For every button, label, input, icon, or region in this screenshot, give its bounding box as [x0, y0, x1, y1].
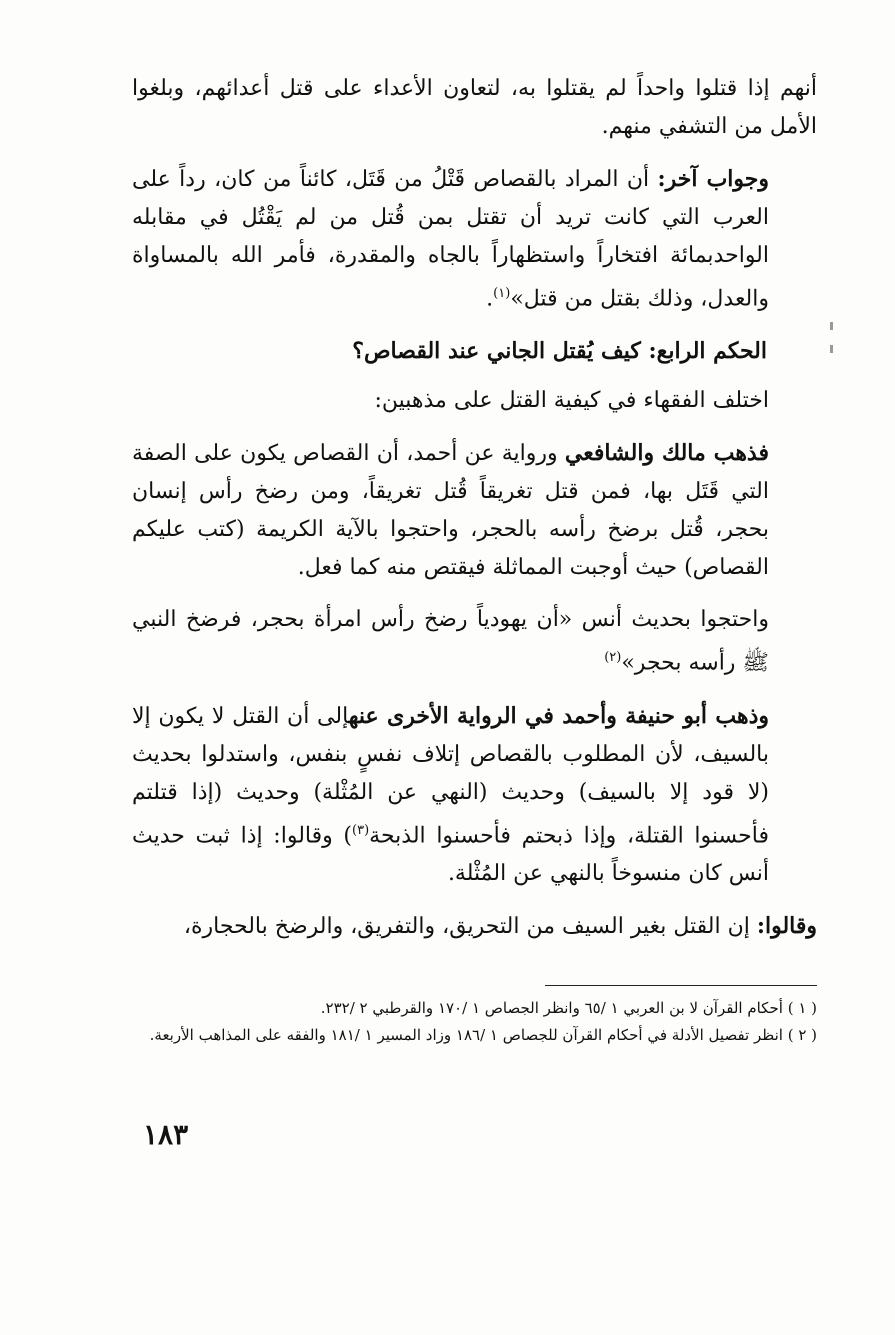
- paragraph-lead: وجواب آخر:: [657, 166, 770, 192]
- paragraph-lead: وقالوا:: [756, 912, 817, 939]
- footnote-ref: (٣): [352, 822, 370, 838]
- footnote-text: انظر تفصيل الأدلة في أحكام القرآن للجصاص ١ /١٨٦ وزاد المسير ١ /١٨١ والفقه على المذاهب الأربعة.: [149, 1026, 788, 1044]
- paragraph-tail: .: [486, 286, 494, 312]
- footnote-text: أحكام القرآن لا بن العربي ١ /٦٥ وانظر الجصاص ١ /١٧٠ والقرطبي ٢ /٢٣٢.: [320, 999, 788, 1017]
- main-text: [132, 70, 817, 960]
- paragraph-qalu: [132, 907, 817, 946]
- paragraph-tail: ) وقالوا: إذا ثبت حديث أنس كان منسوخاً بالنهي عن المُثْلة.: [132, 822, 769, 886]
- footnote-ref: (١): [493, 286, 511, 301]
- footnote-ref: (٢): [604, 650, 622, 666]
- paragraph-text: أن المراد بالقصاص قَتْلُ من قَتَل، كائناً من كان، رداً على العرب التي كانت تريد أن تقتل بمن قُتل من لم يَقْتُل في مقابله الواحدبمائة افتخاراً واستظهاراً بالجاه والمقدرة، فأمر الله بالمساواة والعدل، وذلك بقتل من قتل»: [132, 167, 769, 312]
- paragraph-alternative-answer: [132, 160, 817, 318]
- paragraph-lead: فذهب مالك والشافعي: [564, 440, 769, 467]
- intro-line: اختلف الفقهاء في كيفية القتل على مذهبين:: [374, 388, 769, 414]
- footnote-divider: [545, 985, 817, 986]
- paragraph-madhhab-2: [132, 697, 817, 893]
- paragraph-text: إن القتل بغير السيف من التحريق، والتفريق، والرضخ بالحجارة،: [183, 913, 757, 939]
- section-heading: الحكم الرابع: كيف يُقتل الجاني عند القصاص؟: [352, 338, 767, 365]
- footnote-number: ( ٢ ): [787, 1026, 817, 1044]
- page-number: ١٨٣: [143, 1118, 189, 1151]
- paragraph-lead: وذهب أبو حنيفة وأحمد في الرواية الأخرى عنه: [348, 702, 769, 729]
- paragraph-text: إلى أن القتل لا يكون إلا بالسيف، لأن المطلوب بالقصاص إتلاف نفسٍ بنفس، واستدلوا بحديث (لا قود إلا بالسيف) وحديث (النهي عن المُثْلة) وحديث (إذا قتلتم فأحسنوا القتلة، وإذا ذبحتم فأحسنوا الذبحة: [132, 703, 769, 848]
- margin-mark: [830, 345, 833, 353]
- margin-mark: [830, 322, 833, 330]
- paragraph-text: أنهم إذا قتلوا واحداً لم يقتلوا به، لتعاون الأعداء على قتل أعدائهم، وبلغوا الأمل من التشفي منهم.: [132, 76, 817, 139]
- paragraph-madhhab-1: [132, 434, 817, 587]
- paragraph-text: ورواية عن أحمد، أن القصاص يكون على الصفة التي قَتَل بها، فمن قتل تغريقاً قُتل تغريقاً، ومن رضخ رأس إنسان بحجر، قُتل برضخ رأسه بالحجر، واحتجوا بالآية الكريمة (كتب عليكم القصاص) حيث أوجبت المماثلة فيقتص منه كما فعل.: [132, 441, 769, 581]
- footnotes: [140, 995, 817, 1049]
- footnote-1: [140, 995, 817, 1022]
- paragraph-1: [132, 70, 817, 146]
- paragraph-hadith-anas: [132, 601, 817, 682]
- footnote-2: [140, 1022, 817, 1049]
- footnote-number: ( ١ ): [787, 999, 817, 1017]
- paragraph-text: واحتجوا بحديث أنس «أن يهودياً رضخ رأس امرأة بحجر، فرضخ النبي ﷺ رأسه بحجر»: [132, 607, 769, 676]
